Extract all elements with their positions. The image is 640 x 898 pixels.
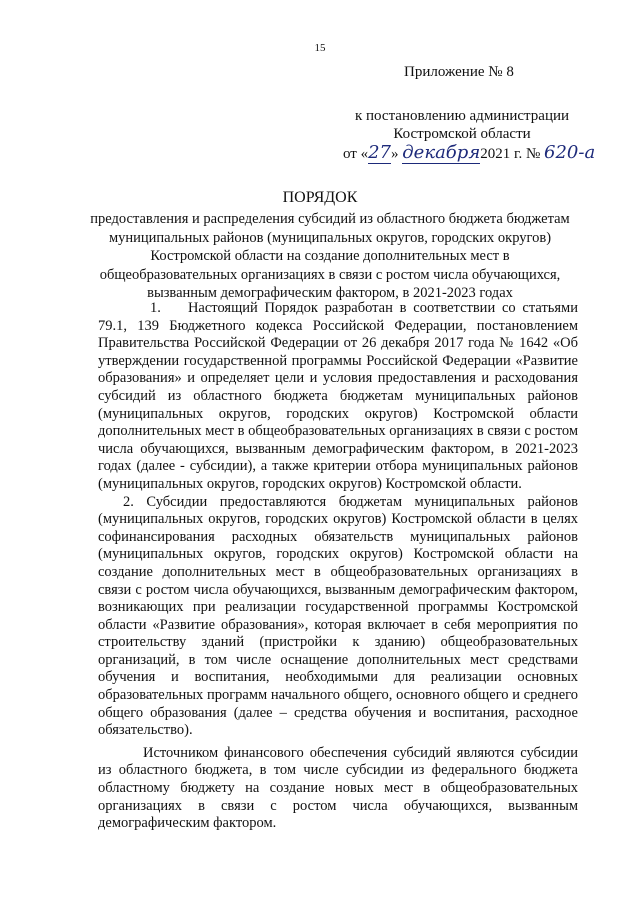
paragraph-2: 2. Субсидии предоставляются бюджетам муниципальных районов (муниципальных округов, городских округов) Костромской области в целях софинансирования расходных обязательств муниципальных районов (муниципальных округов, городских округов) Костромской области на создание дополнительных мест в общеобразовательных организациях в связи с ростом числа обучающихся, вызванным демографическим фактором, возникающих при реализации государственной программы Костромской области «Развитие образования», которая включает в себя мероприятия по строительству зданий (пристройки к зданию) общеобразовательных организаций, в том числе оснащение дополнительных мест средствами обучения и воспитания, необходимыми для реализации основных образовательных программ начального общего, основного общего и среднего общего образования (далее – средства обучения и воспитания, расходное обязательство). bbox=[98, 493, 578, 739]
document-subtitle: предоставления и распределения субсидий из областного бюджета бюджетам муниципальных районов (муниципальных округов, городских округов) Костромской области на создание дополнительных мест в общеобразовательных организациях в связи с ростом числа обучающихся, вызванным демографическим фактором, в 2021-2023 годах bbox=[90, 211, 570, 301]
decree-line-2: Костромской области bbox=[393, 126, 531, 142]
date-prefix: от « bbox=[343, 146, 369, 162]
decree-line-1: к постановлению администрации bbox=[354, 108, 570, 124]
handwritten-month: декабря bbox=[402, 142, 481, 163]
decree-date bbox=[343, 142, 595, 163]
document-title: ПОРЯДОК bbox=[282, 189, 358, 206]
date-mid: » bbox=[391, 146, 399, 162]
handwritten-day: 27 bbox=[368, 142, 392, 163]
paragraph-1: 1. Настоящий Порядок разработан в соответствии со статьями 79.1, 139 Бюджетного кодекса Российской Федерации, постановлением Правительства Российской Федерации от 26 декабря 2017 года № 1642 «Об утверждении государственной программы Российской Федерации «Развитие образования» и определяет цели и условия предоставления и расходования субсидий из областного бюджета бюджетам муниципальных районов (муниципальных округов, городских округов) Костромской области дополнительных мест в общеобразовательных организациях в связи с ростом числа обучающихся, вызванным демографическим фактором, в 2021-2023 годах (далее - субсидии), а также критерии отбора муниципальных районов (муниципальных округов, городских округов) Костромской области. bbox=[98, 300, 578, 492]
handwritten-number: 620-а bbox=[544, 142, 596, 163]
document-body bbox=[98, 300, 578, 833]
date-year: 2021 г. № bbox=[480, 146, 541, 162]
page-number: 15 bbox=[314, 42, 326, 54]
decree-reference bbox=[334, 107, 590, 143]
appendix-label: Приложение № 8 bbox=[404, 64, 514, 80]
paragraph-3: Источником финансового обеспечения субсидий являются субсидии из областного бюджета, в том числе субсидии из федерального бюджета областному бюджету на создание новых мест в общеобразовательных организациях в связи с ростом числа обучающихся, вызванным демографическим фактором. bbox=[98, 744, 578, 832]
